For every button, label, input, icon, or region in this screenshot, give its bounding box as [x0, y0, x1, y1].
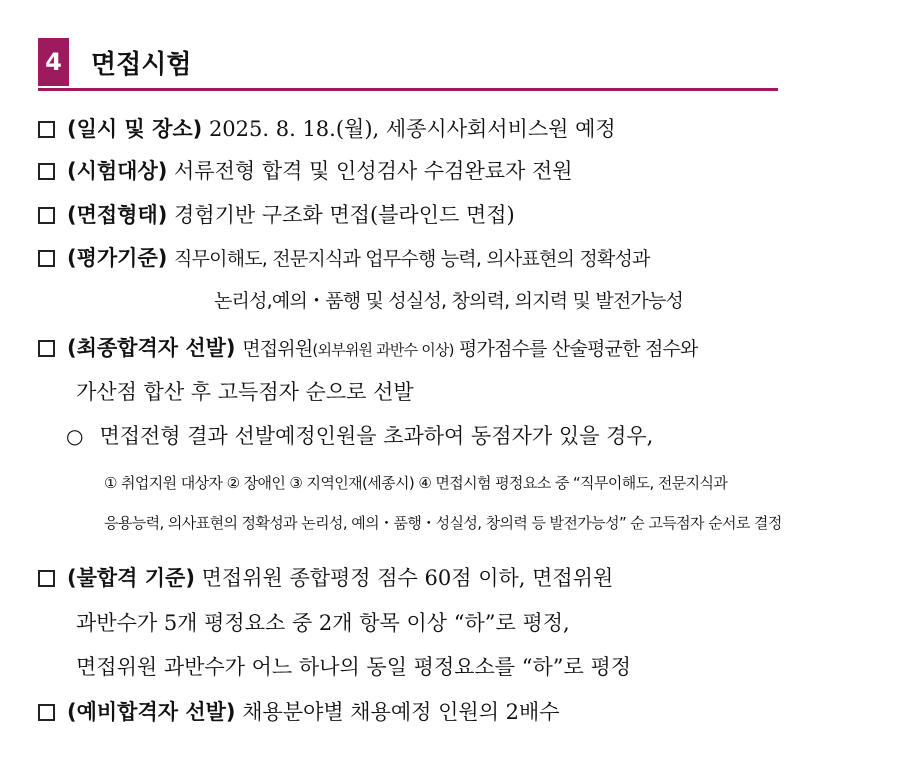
bullet-text: 면접전형 결과 선발예정인원을 초과하여 동점자가 있을 경우,	[99, 424, 654, 448]
item-text: 서류전형 합격 및 인성검사 수검완료자 전원	[174, 159, 573, 183]
checkbox-icon	[38, 704, 55, 721]
checkbox-icon	[38, 570, 55, 587]
section-number-badge: 4	[38, 38, 69, 86]
item-text: 경험기반 구조화 면접(블라인드 면접)	[174, 203, 515, 227]
item-label: (평가기준)	[67, 246, 168, 270]
checkbox-icon	[38, 250, 55, 267]
item-format	[38, 200, 515, 230]
item-text: 2025. 8. 18.(월), 세종시사회서비스원 예정	[208, 117, 616, 141]
item-label: (불합격 기준)	[67, 566, 195, 590]
item-target	[38, 156, 573, 186]
item-criteria-continued: 논리성,예의・품행 및 성실성, 창의력, 의지력 및 발전가능성	[214, 290, 684, 312]
title-underline	[38, 88, 778, 91]
item-fail-criteria-continued-2: 면접위원 과반수가 어느 하나의 동일 평정요소를 “하”로 평정	[76, 655, 632, 679]
item-text: 평가점수를 산술평균한 점수와	[453, 338, 698, 360]
item-label: (최종합격자 선발)	[67, 336, 236, 360]
item-text: 채용분야별 채용예정 인원의 2배수	[242, 700, 560, 724]
tie-breaker-note-2: 응용능력, 의사표현의 정확성과 논리성, 예의・품행・성실성, 창의력 등 발전가능성” 순 고득점자 순서로 결정	[104, 514, 782, 532]
item-label: (일시 및 장소)	[67, 117, 203, 141]
item-text-small: (외부위원 과반수 이상)	[312, 341, 454, 359]
item-final-selection-continued: 가산점 합산 후 고득점자 순으로 선발	[76, 380, 414, 404]
item-fail-criteria-continued-1: 과반수가 5개 평정요소 중 2개 항목 이상 “하”로 평정,	[76, 611, 570, 635]
checkbox-icon	[38, 163, 55, 180]
item-text: 면접위원	[242, 338, 313, 360]
item-final-selection	[38, 333, 698, 365]
checkbox-icon	[38, 207, 55, 224]
item-schedule	[38, 114, 616, 144]
item-label: (면접형태)	[67, 203, 168, 227]
tie-breaker-bullet	[66, 421, 653, 451]
circle-bullet-icon: ○	[66, 424, 84, 448]
item-reserve-selection	[38, 697, 560, 727]
item-label: (예비합격자 선발)	[67, 700, 236, 724]
item-fail-criteria	[38, 563, 613, 593]
section-header	[38, 38, 778, 94]
section-title: 면접시험	[91, 50, 192, 80]
tie-breaker-note-1: ① 취업지원 대상자 ② 장애인 ③ 지역인재(세종시) ④ 면접시험 평정요소 중 “직무이해도, 전문지식과	[104, 474, 728, 492]
item-text: 직무이해도, 전문지식과 업무수행 능력, 의사표현의 정확성과	[174, 248, 650, 270]
item-label: (시험대상)	[67, 159, 168, 183]
checkbox-icon	[38, 340, 55, 357]
item-text: 면접위원 종합평정 점수 60점 이하, 면접위원	[201, 566, 614, 590]
item-criteria	[38, 243, 650, 274]
checkbox-icon	[38, 121, 55, 138]
